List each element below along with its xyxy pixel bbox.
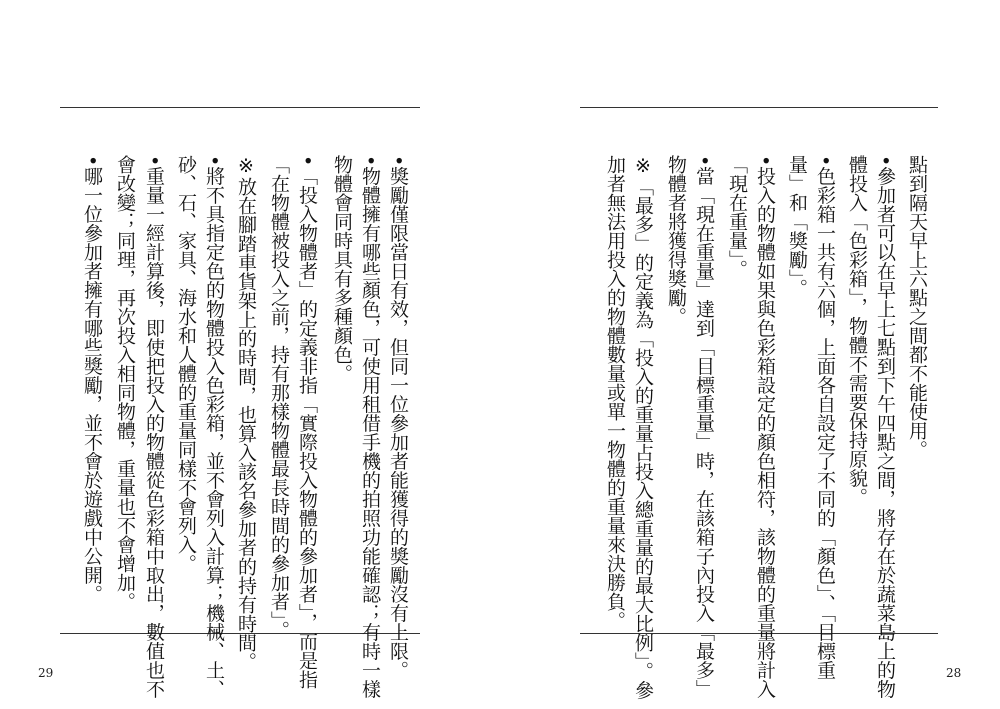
page-number: 29 (38, 666, 54, 680)
text-column: •獎勵僅限當日有效，但同一位參加者能獲得的獎勵沒有上限。 (387, 155, 409, 680)
text-column: •當「現在重量」達到「目標重量」時，在該箱子內投入「最多」 (693, 155, 715, 699)
text-column: •參加者可以在早上七點到下午四點之間，將存在於蔬菜島上的物 (874, 155, 896, 699)
text-column: 體投入「色彩箱」，物體不需要保持原貌。 (846, 155, 868, 507)
right-page (500, 0, 1000, 709)
text-column: •將不具指定色的物體投入色彩箱，並不會列入計算；機械、土、 (203, 155, 225, 699)
page-number: 28 (946, 666, 962, 680)
text-column: ※放在腳踏車貨架上的時間，也算入該名參加者的持有時間。 (235, 155, 257, 671)
text-column: •物體擁有哪些顏色，可使用租借手機的拍照功能確認；有時一樣 (359, 155, 381, 699)
text-column: 加者無法用投入的物體數量或單一物體的重量來決勝負。 (604, 155, 626, 630)
text-column: 物體者將獲得獎勵。 (665, 155, 687, 326)
text-column: •色彩箱一共有六個，上面各自設定了不同的「顏色」、「目標重 (814, 155, 836, 680)
text-column: 會改變；同理，再次投入相同物體，重量也不會增加。 (114, 155, 136, 611)
text-column: 物體會同時具有多種顏色。 (331, 155, 353, 383)
text-column: 點到隔天早上六點之間都不能使用。 (906, 155, 928, 459)
text-column: 量」和「獎勵」。 (786, 155, 808, 298)
text-column: ※「最多」的定義為「投入的重量占投入總重量的最大比例」。參 (632, 155, 654, 700)
text-column: 「現在重量」。 (726, 155, 748, 279)
text-column: •哪一位參加者擁有哪些獎勵，並不會於遊戲中公開。 (81, 155, 103, 604)
text-column: 砂、石、家具、海水和人體的重量同樣不會列入。 (175, 155, 197, 573)
text-column: •投入的物體如果與色彩箱設定的顏色相符，該物體的重量將計入 (754, 155, 776, 699)
top-rule (60, 107, 420, 108)
top-rule (580, 107, 938, 108)
text-column: 「在物體被投入之前，持有那樣物體最長時間的參加者」。 (268, 155, 290, 640)
text-column: •重量一經計算後，即使把投入的物體從色彩箱中取出，數值也不 (143, 155, 165, 699)
text-column: •「投入物體者」的定義非指「實際投入物體的參加者」，而是指 (296, 155, 318, 689)
